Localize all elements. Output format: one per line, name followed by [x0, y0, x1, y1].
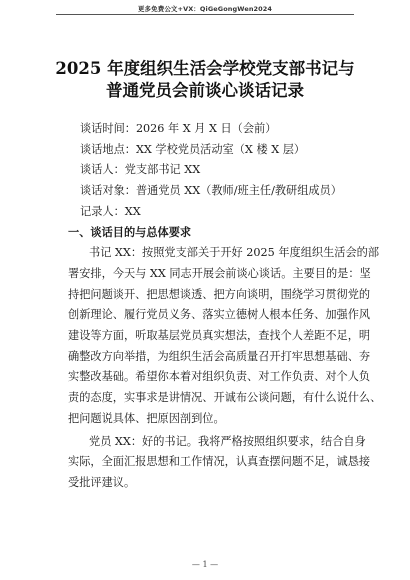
paragraph-line: 实际，全面汇报思想和工作情况，认真查摆问题不足，诚恳接 [68, 455, 371, 469]
document-title [30, 58, 380, 102]
paragraph-member [68, 432, 371, 494]
meta-time: 谈话时间：2026 年 X 月 X 日（会前） [80, 122, 277, 135]
meta-speaker: 谈话人：党支部书记 XX [80, 163, 201, 177]
paragraph-line: 持把问题谈开、把思想谈透、把方向谈明，围绕学习贯彻党的 [68, 287, 371, 301]
paragraph-line: 实整改基础。希望你本着对组织负责、对工作负责、对个人负 [68, 370, 371, 384]
paragraph-line: 书记 XX：按照党支部关于开好 2025 年度组织生活会的部 [89, 246, 380, 260]
paragraph-line: 建设等方面，听取基层党员真实想法，查找个人差距不足，明 [68, 329, 371, 343]
title-line-2: 普通党员会前谈心谈话记录 [106, 81, 304, 100]
paragraph-line: 署安排，今天与 XX 同志开展会前谈心谈话。主要目的是：坚 [68, 266, 371, 280]
paragraph-line: 责的态度，实事求是讲情况、开诚布公谈问题，有什么说什么、 [68, 391, 382, 405]
meta-target: 谈话对象：普通党员 XX（教师/班主任/教研组成员） [80, 184, 342, 198]
paragraph-secretary [68, 243, 382, 429]
section-heading: 一、谈话目的与总体要求 [68, 225, 192, 239]
meta-place: 谈话地点：XX 学校党员活动室（X 楼 X 层） [80, 142, 306, 156]
header-note: 更多免费公文+VX：QiGeGongWen2024 [137, 5, 273, 13]
page-number: — 1 — [191, 560, 219, 569]
document-body [68, 119, 382, 494]
paragraph-line: 把问题说具体、把原因剖到位。 [68, 411, 225, 425]
paragraph-line: 确整改方向举措，为组织生活会高质量召开打牢思想基础、夯 [68, 349, 371, 363]
paragraph-line: 党员 XX：好的书记。我将严格按照组织要求，结合自身 [89, 434, 366, 448]
header-divider [56, 14, 354, 15]
paragraph-line: 受批评建议。 [68, 475, 136, 489]
title-line-1: 2025 年度组织生活会学校党支部书记与 [55, 59, 355, 78]
meta-recorder: 记录人：XX [80, 204, 141, 218]
paragraph-line: 创新理论、履行党员义务、落实立德树人根本任务、加强作风 [68, 308, 371, 322]
